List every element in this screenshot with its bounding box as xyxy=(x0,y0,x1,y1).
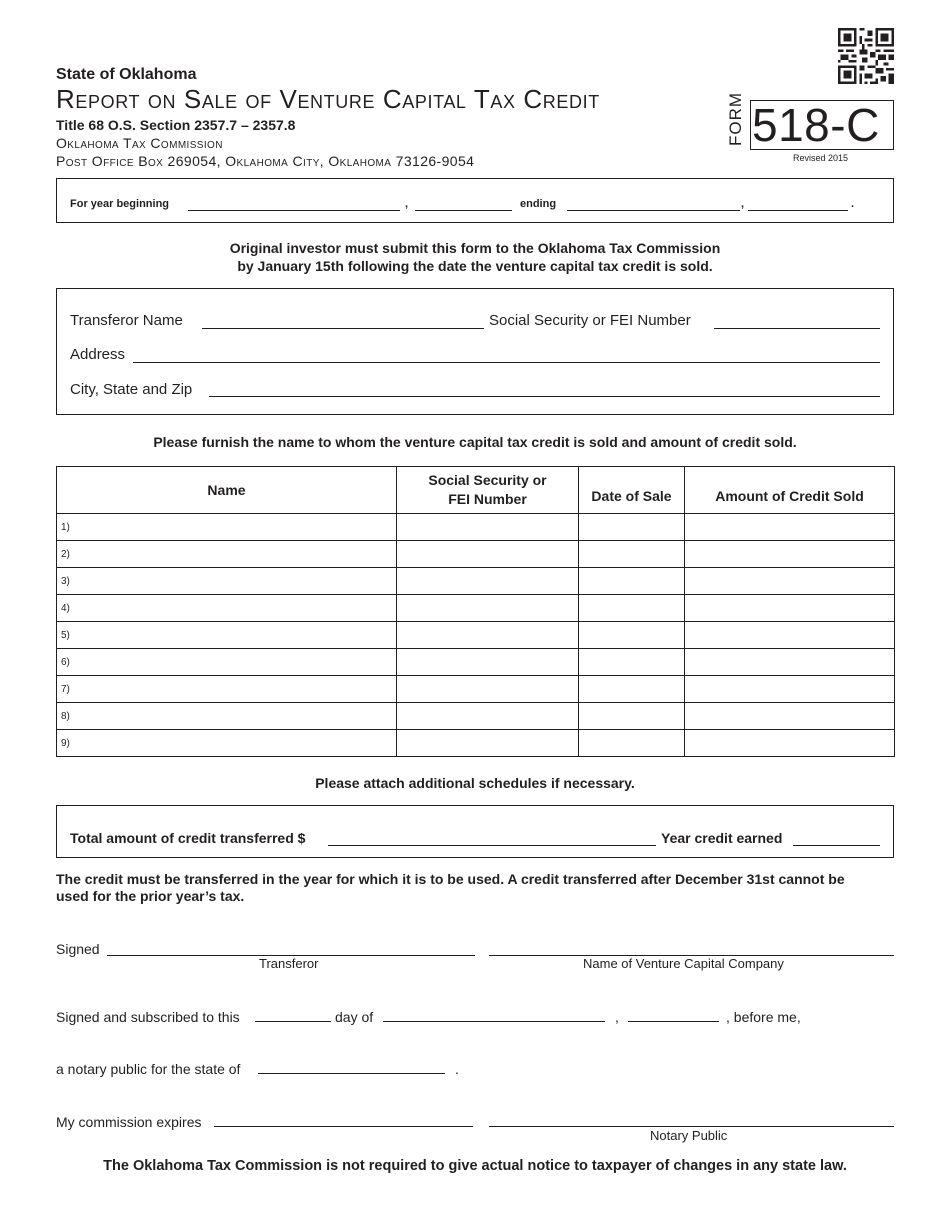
table-row xyxy=(57,541,895,568)
tax-year-box xyxy=(56,178,894,223)
subscribed-comma: , xyxy=(615,1009,619,1025)
transferor-name-field[interactable] xyxy=(202,328,484,329)
subscribed-label: Signed and subscribed to this xyxy=(56,1009,240,1025)
sale-date-cell[interactable] xyxy=(579,703,685,730)
qr-code-icon xyxy=(838,28,894,84)
table-row xyxy=(57,622,895,649)
col-header-name: Name xyxy=(57,467,397,514)
sale-date-cell[interactable] xyxy=(579,676,685,703)
transferor-city-label: City, State and Zip xyxy=(70,381,193,398)
commission-expires-field[interactable] xyxy=(214,1126,473,1127)
credit-amount-cell[interactable] xyxy=(685,622,895,649)
table-row xyxy=(57,676,895,703)
year-earned-label: Year credit earned xyxy=(661,830,783,846)
transferor-address-field[interactable] xyxy=(133,362,880,363)
table-row xyxy=(57,595,895,622)
furnish-instruction: Please furnish the name to whom the venture capital tax credit is sold and amount of credit sold. xyxy=(153,434,797,450)
credit-amount-cell[interactable] xyxy=(685,595,895,622)
table-row xyxy=(57,649,895,676)
sale-date-cell[interactable] xyxy=(579,622,685,649)
submission-instruction-line2: by January 15th following the date the venture capital tax credit is sold. xyxy=(237,258,713,274)
year-ending-year-field[interactable] xyxy=(748,210,848,211)
buyer-ssn-cell[interactable] xyxy=(397,622,579,649)
total-credit-label: Total amount of credit transferred $ xyxy=(70,830,306,846)
table-header-row xyxy=(57,467,895,514)
credit-amount-cell[interactable] xyxy=(685,703,895,730)
col-header-ssn-line1: Social Security or xyxy=(428,472,547,488)
buyer-ssn-cell[interactable] xyxy=(397,676,579,703)
transferor-ssn-label: Social Security or FEI Number xyxy=(489,312,691,329)
row-number-cell[interactable]: 2) xyxy=(57,541,397,568)
signed-label: Signed xyxy=(56,941,100,957)
statute-section: Title 68 O.S. Section 2357.7 – 2357.8 xyxy=(56,117,296,133)
row-number-cell[interactable]: 3) xyxy=(57,568,397,595)
row-number-cell[interactable]: 6) xyxy=(57,649,397,676)
revision-date: Revised 2015 xyxy=(793,153,849,163)
form-label: FORM xyxy=(726,91,745,146)
agency-address: Post Office Box 269054, Oklahoma City, Oklahoma 73126-9054 xyxy=(56,153,475,169)
sale-date-cell[interactable] xyxy=(579,595,685,622)
commission-expires-label: My commission expires xyxy=(56,1114,202,1130)
credit-sale-table xyxy=(56,466,895,757)
day-of-label: day of xyxy=(335,1009,374,1025)
row-number-cell[interactable]: 9) xyxy=(57,730,397,757)
form-title: Report on Sale of Venture Capital Tax Credit xyxy=(56,84,600,114)
credit-amount-cell[interactable] xyxy=(685,568,895,595)
agency-name: Oklahoma Tax Commission xyxy=(56,135,223,151)
state-name: State of Oklahoma xyxy=(56,66,197,83)
buyer-ssn-cell[interactable] xyxy=(397,541,579,568)
attach-schedules-note: Please attach additional schedules if necessary. xyxy=(315,775,635,791)
row-number-cell[interactable]: 5) xyxy=(57,622,397,649)
row-number-cell[interactable]: 1) xyxy=(57,514,397,541)
year-beginning-label: For year beginning xyxy=(70,198,170,210)
year-period: . xyxy=(851,198,855,210)
credit-amount-cell[interactable] xyxy=(685,676,895,703)
year-ending-label: ending xyxy=(520,198,557,210)
before-me-label: , before me, xyxy=(726,1009,801,1025)
sale-date-cell[interactable] xyxy=(579,514,685,541)
transferor-ssn-field[interactable] xyxy=(714,328,880,329)
footer-notice: The Oklahoma Tax Commission is not required to give actual notice to taxpayer of changes in any state law. xyxy=(103,1158,847,1174)
notary-state-period: . xyxy=(455,1061,459,1077)
subscribed-year-field[interactable] xyxy=(628,1021,719,1022)
year-earned-field[interactable] xyxy=(793,845,880,846)
subscribed-month-field[interactable] xyxy=(383,1021,605,1022)
credit-amount-cell[interactable] xyxy=(685,730,895,757)
notary-signature-field[interactable] xyxy=(489,1126,894,1127)
sale-date-cell[interactable] xyxy=(579,541,685,568)
transferor-caption: Transferor xyxy=(259,956,319,971)
form-number: 518-C xyxy=(752,99,880,151)
table-row xyxy=(57,514,895,541)
credit-transfer-note-line2: used for the prior year’s tax. xyxy=(56,888,245,904)
transferor-name-label: Transferor Name xyxy=(70,312,183,329)
sale-date-cell[interactable] xyxy=(579,568,685,595)
col-header-ssn xyxy=(397,467,579,514)
buyer-ssn-cell[interactable] xyxy=(397,514,579,541)
total-credit-field[interactable] xyxy=(328,845,656,846)
subscribed-day-field[interactable] xyxy=(255,1021,331,1022)
year-beginning-year-field[interactable] xyxy=(415,210,512,211)
buyer-ssn-cell[interactable] xyxy=(397,649,579,676)
notary-state-field[interactable] xyxy=(258,1073,445,1074)
col-header-ssn-line2: FEI Number xyxy=(448,491,527,507)
sale-date-cell[interactable] xyxy=(579,649,685,676)
col-header-date: Date of Sale xyxy=(579,467,685,514)
year-comma: , xyxy=(405,198,409,210)
company-caption: Name of Venture Capital Company xyxy=(583,956,784,971)
year-ending-comma: , xyxy=(741,198,745,210)
transferor-city-field[interactable] xyxy=(209,396,880,397)
notary-state-label: a notary public for the state of xyxy=(56,1061,241,1077)
buyer-ssn-cell[interactable] xyxy=(397,730,579,757)
table-row xyxy=(57,730,895,757)
sale-date-cell[interactable] xyxy=(579,730,685,757)
year-ending-field[interactable] xyxy=(567,210,740,211)
buyer-ssn-cell[interactable] xyxy=(397,568,579,595)
buyer-ssn-cell[interactable] xyxy=(397,595,579,622)
transferor-address-label: Address xyxy=(70,346,126,363)
credit-amount-cell[interactable] xyxy=(685,514,895,541)
credit-transfer-note-line1: The credit must be transferred in the year for which it is to be used. A credit transferred after December 31st cannot be xyxy=(56,871,845,887)
row-number-cell[interactable]: 8) xyxy=(57,703,397,730)
table-row xyxy=(57,568,895,595)
notary-public-caption: Notary Public xyxy=(650,1128,728,1143)
buyer-ssn-cell[interactable] xyxy=(397,703,579,730)
credit-amount-cell[interactable] xyxy=(685,541,895,568)
year-beginning-field[interactable] xyxy=(188,210,400,211)
row-number-cell[interactable]: 7) xyxy=(57,676,397,703)
row-number-cell[interactable]: 4) xyxy=(57,595,397,622)
col-header-amount: Amount of Credit Sold xyxy=(685,467,895,514)
submission-instruction-line1: Original investor must submit this form to the Oklahoma Tax Commission xyxy=(229,240,721,256)
credit-amount-cell[interactable] xyxy=(685,649,895,676)
table-row xyxy=(57,703,895,730)
